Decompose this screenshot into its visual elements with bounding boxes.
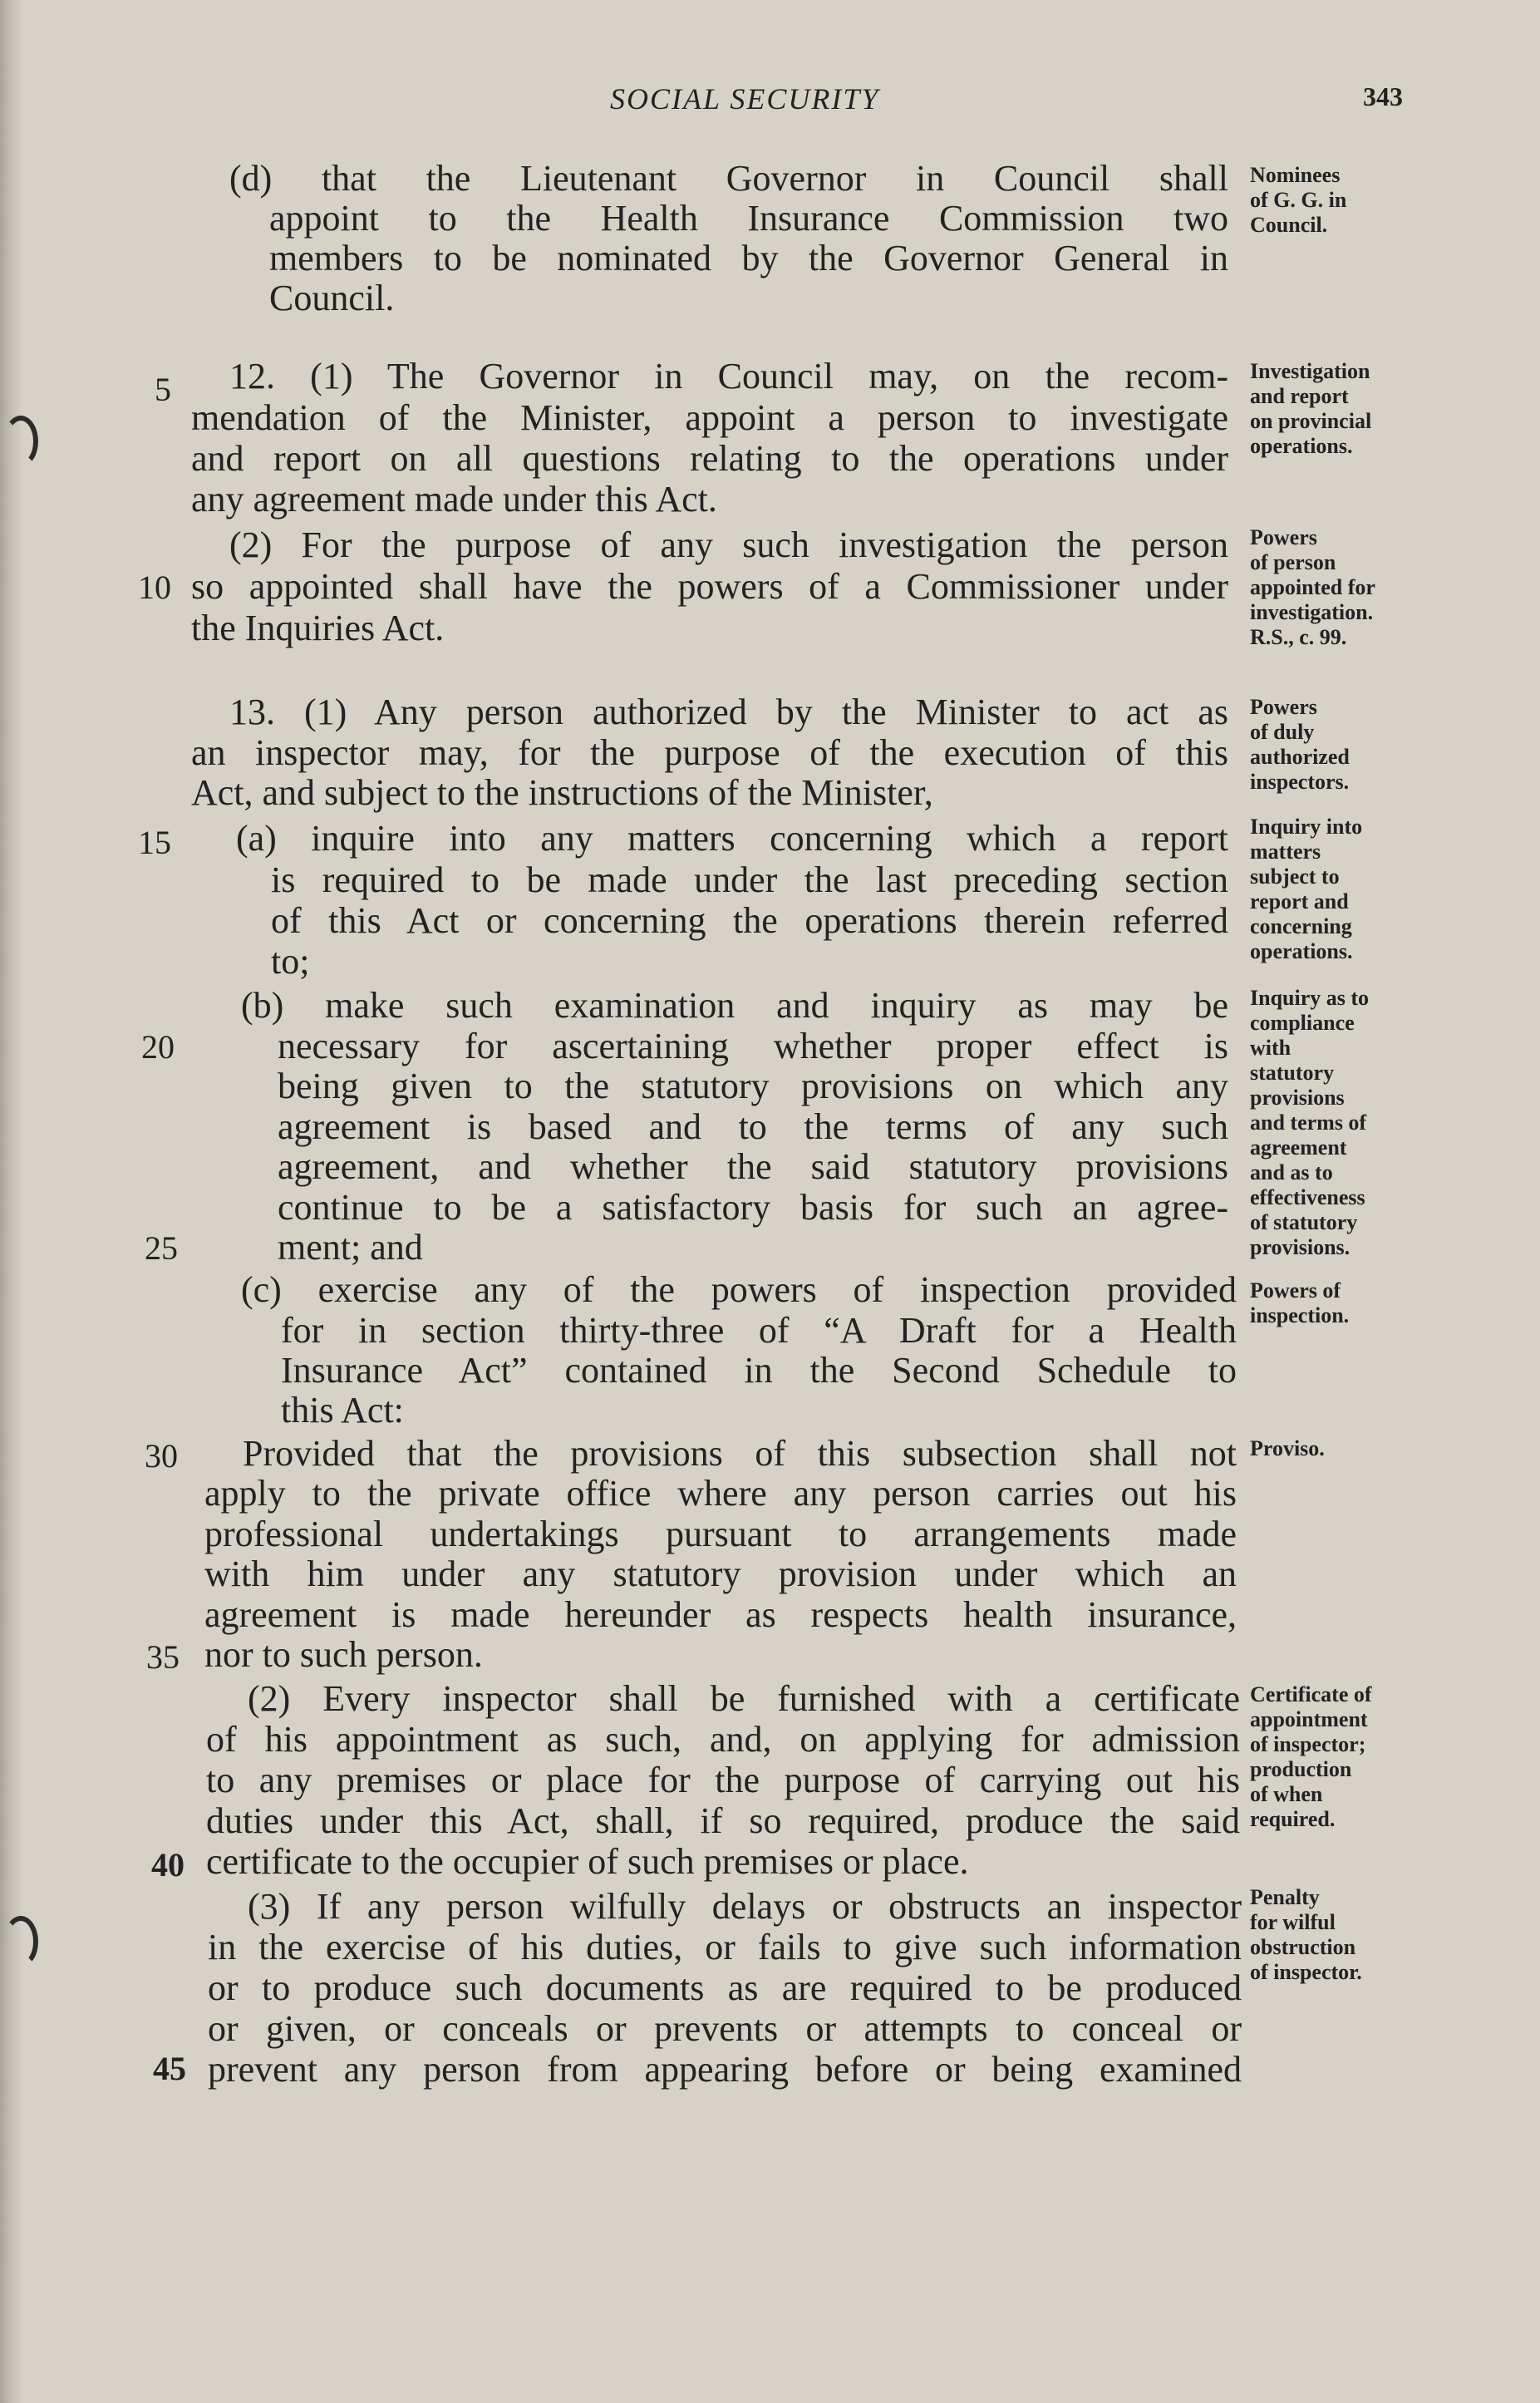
text-line: or given, or conceals or prevents or attempts to conceal or <box>208 2008 1242 2049</box>
line-number: 5 <box>155 371 171 408</box>
text-line: of this Act or concerning the operations therein referred <box>271 900 1228 941</box>
text-line: agreement, and whether the said statutory provisions <box>278 1146 1228 1187</box>
text-line: appoint to the Health Insurance Commission two <box>269 198 1228 239</box>
text-line: members to be nominated by the Governor General in <box>269 238 1228 278</box>
text-line: to any premises or place for the purpose of carrying out his <box>206 1760 1240 1800</box>
text-line: is required to be made under the last preceding section <box>271 859 1228 900</box>
text-line: agreement is made hereunder as respects health insurance, <box>204 1594 1237 1635</box>
marginal-note: Inquiry into matters subject to report and concerning operations. <box>1250 815 1363 963</box>
text-line: professional undertakings pursuant to arrangements made <box>204 1514 1237 1554</box>
text-line: nor to such person. <box>204 1634 483 1675</box>
line-number: 25 <box>145 1229 178 1267</box>
text-line: 12. (1) The Governor in Council may, on the recom- <box>229 356 1228 396</box>
text-line: (c) exercise any of the powers of inspection provided <box>241 1269 1237 1310</box>
text-line: in the exercise of his duties, or fails to give such information <box>208 1927 1242 1967</box>
marginal-note: Penalty for wilful obstruction of inspector. <box>1250 1885 1362 1984</box>
text-line: prevent any person from appearing before or being examined <box>208 2049 1242 2090</box>
text-line: Provided that the provisions of this subsection shall not <box>243 1433 1237 1474</box>
text-line: Council. <box>269 278 395 318</box>
marginal-note: Powers of person appointed for investigation. R.S., c. 99. <box>1250 525 1375 649</box>
line-number: 15 <box>138 824 171 861</box>
page-number: 343 <box>1363 81 1403 111</box>
text-line: Insurance Act” contained in the Second Schedule to <box>281 1350 1237 1391</box>
text-line: (2) Every inspector shall be furnished with a certificate <box>248 1678 1240 1719</box>
text-line: so appointed shall have the powers of a Commissioner under <box>191 566 1228 607</box>
text-line: apply to the private office where any person carries out his <box>204 1473 1237 1514</box>
page-edge-shadow <box>0 0 23 2403</box>
line-number: 20 <box>141 1028 175 1066</box>
text-line: to; <box>271 941 310 982</box>
text-line: or to produce such documents as are required to be produced <box>208 1967 1242 2008</box>
text-line: (3) If any person wilfully delays or obstructs an inspector <box>248 1886 1242 1927</box>
text-line: (a) inquire into any matters concerning which a report <box>236 818 1228 859</box>
marginal-note: Powers of inspection. <box>1250 1278 1350 1327</box>
binding-hole-mark <box>3 1916 38 1967</box>
line-number: 40 <box>151 1846 185 1883</box>
marginal-note: Proviso. <box>1250 1436 1325 1460</box>
text-line: any agreement made under this Act. <box>191 479 717 520</box>
text-line: Act, and subject to the instructions of the Minister, <box>191 772 933 813</box>
text-line: being given to the statutory provisions on which any <box>278 1066 1228 1106</box>
text-line: mendation of the Minister, appoint a person to investigate <box>191 397 1228 438</box>
text-line: an inspector may, for the purpose of the execution of this <box>191 732 1228 773</box>
line-number: 10 <box>138 569 171 606</box>
marginal-note: Powers of duly authorized inspectors. <box>1250 695 1350 794</box>
text-line: ment; and <box>278 1227 423 1268</box>
marginal-note: Investigation and report on provincial operations. <box>1250 359 1372 458</box>
text-line: with him under any statutory provision under which an <box>204 1554 1237 1594</box>
text-line: (2) For the purpose of any such investigation the person <box>229 524 1228 565</box>
text-line: 13. (1) Any person authorized by the Minister to act as <box>229 692 1228 732</box>
text-line: necessary for ascertaining whether proper effect is <box>278 1026 1228 1066</box>
text-line: continue to be a satisfactory basis for such an agree- <box>278 1187 1228 1228</box>
running-header-title: SOCIAL SECURITY <box>610 82 880 116</box>
line-number: 30 <box>145 1437 178 1475</box>
line-number: 45 <box>153 2050 186 2087</box>
line-number: 35 <box>146 1638 180 1676</box>
text-line: this Act: <box>281 1390 404 1430</box>
text-line: (d) that the Lieutenant Governor in Council shall <box>229 158 1228 199</box>
binding-hole-mark <box>3 416 38 467</box>
text-line: agreement is based and to the terms of any such <box>278 1106 1228 1147</box>
marginal-note: Nominees of G. G. in Council. <box>1250 163 1347 237</box>
text-line: and report on all questions relating to the operations under <box>191 438 1228 479</box>
text-line: duties under this Act, shall, if so required, produce the said <box>206 1800 1240 1841</box>
text-line: the Inquiries Act. <box>191 608 445 648</box>
marginal-note: Inquiry as to compliance with statutory provisions and terms of agreement and as to effectiveness of statutory provisions. <box>1250 986 1370 1259</box>
text-line: of his appointment as such, and, on applying for admission <box>206 1719 1240 1760</box>
marginal-note: Certificate of appointment of inspector; production of when required. <box>1250 1682 1372 1831</box>
text-line: for in section thirty-three of “A Draft for a Health <box>281 1310 1237 1351</box>
text-line: (b) make such examination and inquiry as may be <box>241 985 1228 1026</box>
text-line: certificate to the occupier of such premises or place. <box>206 1841 969 1882</box>
